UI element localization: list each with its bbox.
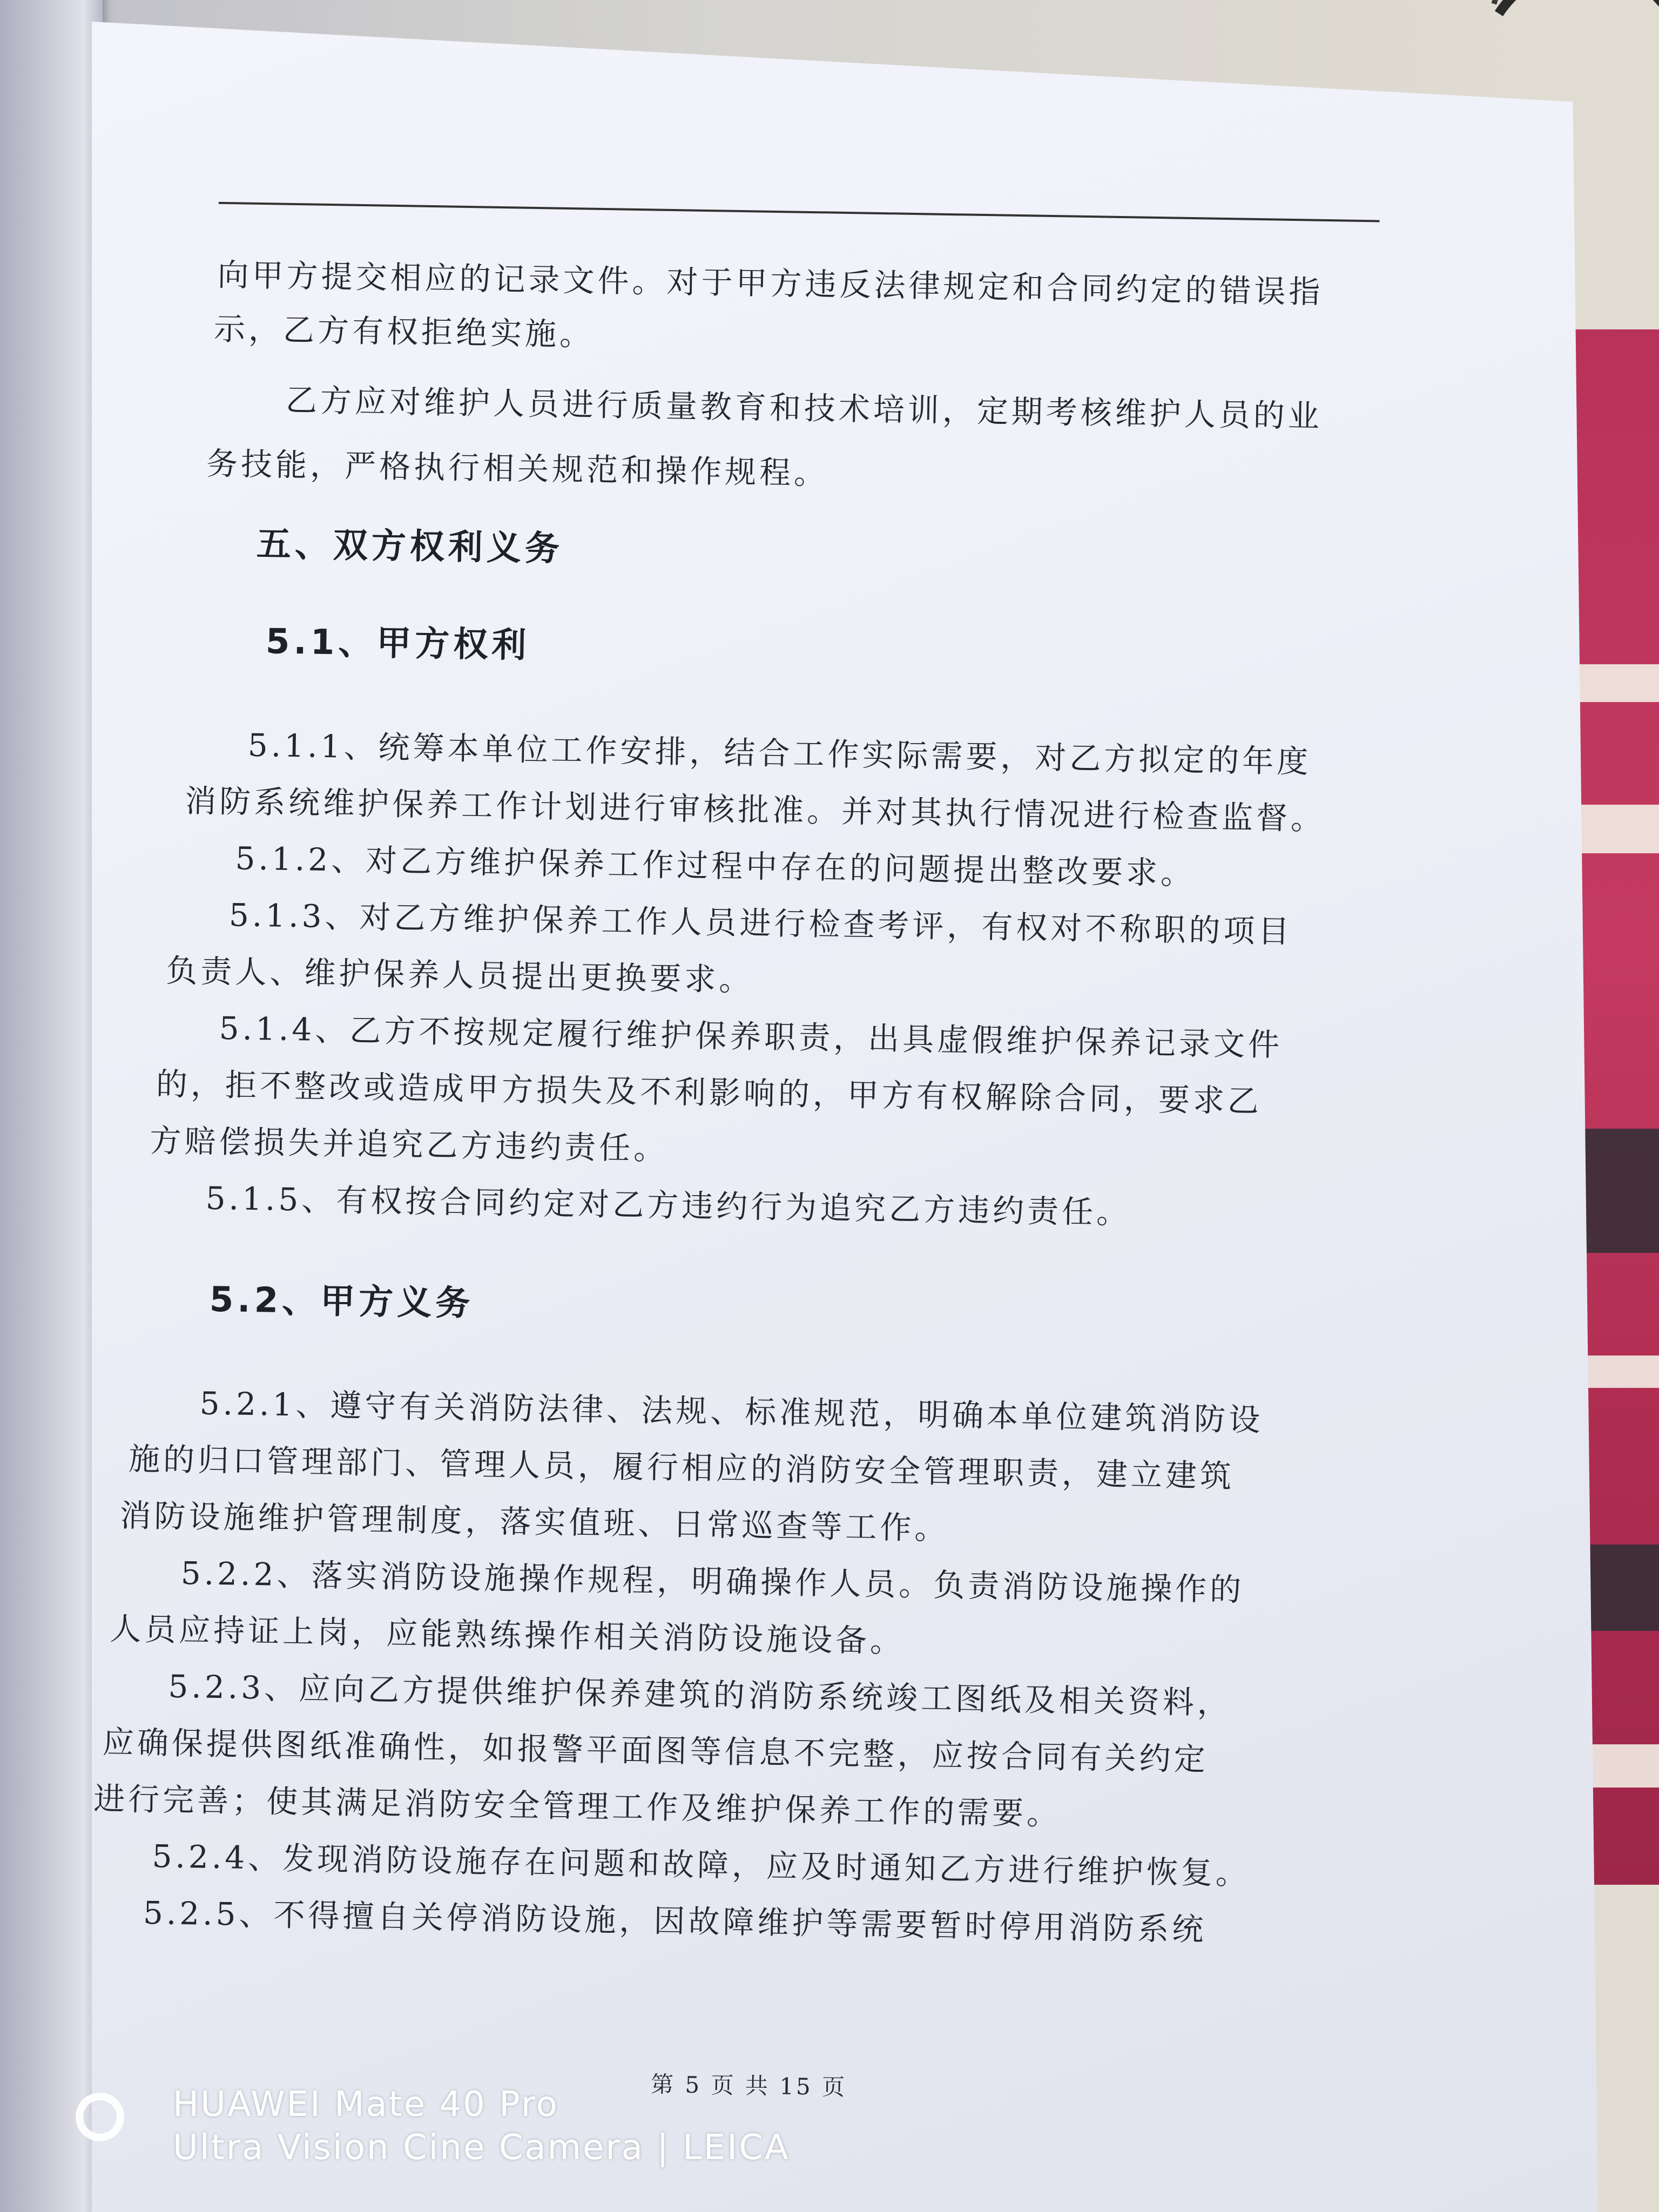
text-line: 示，乙方有权拒绝实施。	[213, 310, 595, 353]
text-line: 务技能，严格执行相关规范和操作规程。	[206, 445, 829, 492]
text-line: 消防系统维护保养工作计划进行审核批准。并对其执行情况进行检查监督。	[184, 782, 1326, 838]
poster-strip	[1578, 805, 1659, 853]
text-line: 5.2.4、发现消防设施存在问题和故障，应及时通知乙方进行维护恢复。	[152, 1838, 1251, 1892]
text-line: 5.2.3、应向乙方提供维护保养建筑的消防系统竣工图纸及相关资料，	[168, 1668, 1232, 1722]
text-line: 5.1.4、乙方不按规定履行维护保养职责，出具虚假维护保养记录文件	[219, 1009, 1283, 1063]
subsection-heading: 5.2、甲方义务	[209, 1279, 474, 1324]
watermark-model: HUAWEI Mate 40 Pro	[173, 2085, 559, 2125]
text-line: 消防设施维护管理制度，落实值班、日常巡查等工作。	[119, 1497, 949, 1547]
text-line: 乙方应对维护人员进行质量教育和技术培训，定期考核维护人员的业	[285, 381, 1323, 435]
text-line: 向甲方提交相应的记录文件。对于甲方违反法律规定和合同约定的错误指	[217, 256, 1324, 311]
text-line: 5.1.2、对乙方维护保养工作过程中存在的问题提出整改要求。	[235, 840, 1196, 892]
text-line: 施的归口管理部门、管理人员，履行相应的消防安全管理职责，建立建筑	[128, 1440, 1235, 1495]
camera-logo-icon	[76, 2093, 124, 2141]
text-line: 5.1.1、统筹本单位工作安排，结合工作实际需要，对乙方拟定的年度	[247, 726, 1312, 780]
page-content	[57, 22, 1598, 2212]
text-line: 的，拒不整改或造成甲方损失及不利影响的，甲方有权解除合同，要求乙	[156, 1065, 1263, 1120]
text-line: 5.2.2、落实消防设施操作规程，明确操作人员。负责消防设施操作的	[180, 1554, 1245, 1608]
watermark-camera: Ultra Vision Cine Camera | LEICA	[173, 2128, 790, 2168]
subsection-heading: 5.1、甲方权利	[265, 622, 530, 666]
text-line: 人员应持证上岗，应能熟练操作相关消防设施设备。	[109, 1610, 905, 1660]
text-line: 方赔偿损失并追究乙方违约责任。	[149, 1122, 669, 1168]
text-line: 负责人、维护保养人员提出更换要求。	[165, 952, 754, 999]
text-line: 进行完善；使其满足消防安全管理工作及维护保养工作的需要。	[93, 1780, 1062, 1832]
poster-strip	[1578, 664, 1659, 702]
page-footer: 第 5 页 共 15 页	[650, 2071, 847, 2101]
section-heading: 五、双方权利义务	[256, 524, 564, 569]
poster-strip	[1578, 1355, 1659, 1388]
text-line: 5.1.3、对乙方维护保养工作人员进行检查考评，有权对不称职的项目	[228, 896, 1293, 950]
header-rule	[219, 202, 1380, 222]
text-line: 5.1.5、有权按合同约定对乙方违约行为追究乙方违约责任。	[205, 1179, 1131, 1231]
text-line: 5.2.1、遵守有关消防法律、法规、标准规范，明确本单位建筑消防设	[199, 1385, 1264, 1439]
text-line: 5.2.5、不得擅自关停消防设施，因故障维护等需要暂时停用消防系统	[143, 1894, 1207, 1948]
text-line: 应确保提供图纸准确性，如报警平面图等信息不完整，应按合同有关约定	[102, 1723, 1209, 1778]
